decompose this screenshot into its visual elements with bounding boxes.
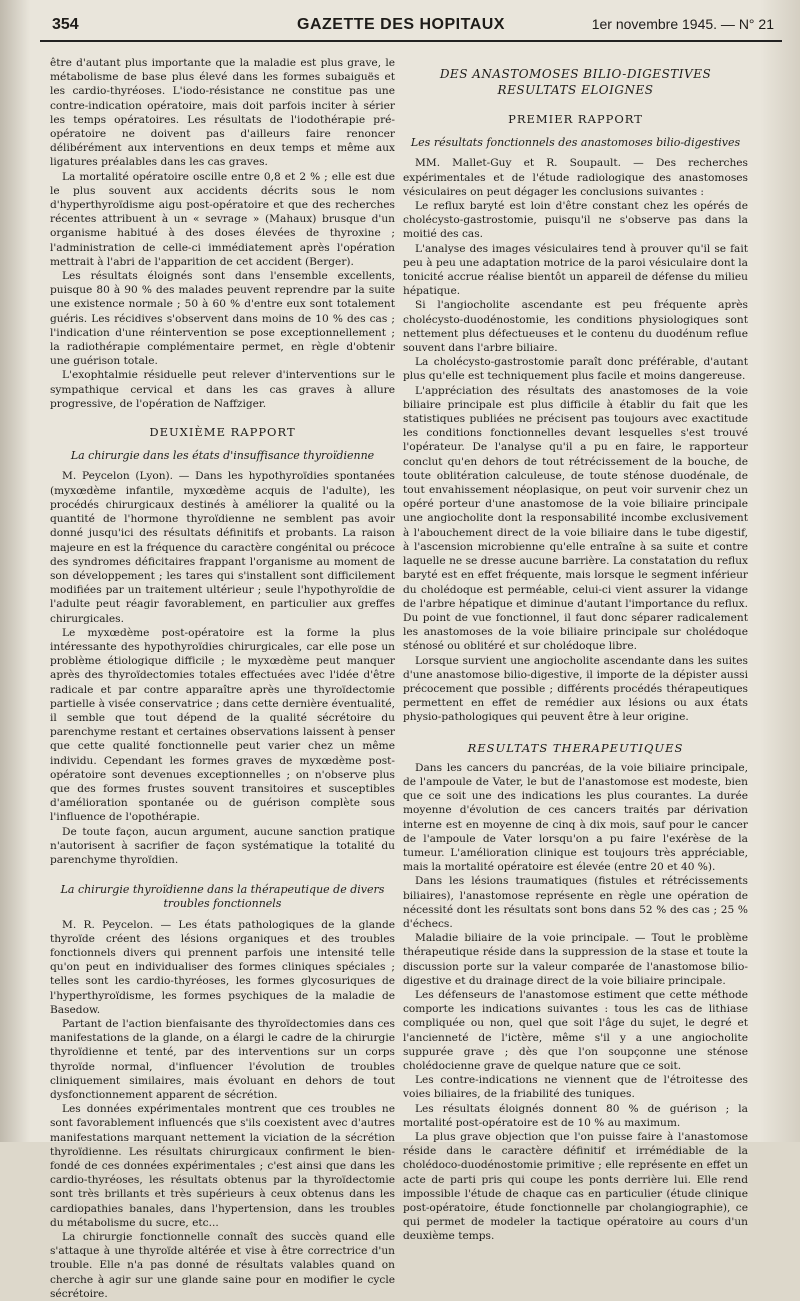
page-header xyxy=(20,16,782,40)
journal-title: GAZETTE DES HOPITAUX xyxy=(297,16,505,33)
paragraph: Partant de l'action bienfaisante des thyroïdectomies dans ces manifestations de la glande, on a élargi le cadre de la chirurgie thyroïdienne et tenté, par des interventions sur un corps thyroïde normal, d'influencer l'évolution de troubles cliniquement similaires, mais évoluant en dehors de tout dysfonctionnement apparent de sécrétion. xyxy=(50,1018,395,1102)
paragraph: L'exophtalmie résiduelle peut relever d'interventions sur le sympathique cervical et dans les cas graves à allure progressive, de l'opération de Naffziger. xyxy=(50,369,395,410)
paragraph: être d'autant plus importante que la maladie est plus grave, le métabolisme de base plus élevé dans les formes subaiguës et les cardio-thyréoses. L'iodo-résistance ne constitue pas une contre-indication opératoire, mais doit parfois inciter à sérier les temps opératoires. Les résultats de l'iodothérapie pré-opératoire ne doivent pas d'ailleurs faire renoncer délibérément aux interventions en deux temps et même aux ligatures préalables dans les cas graves. xyxy=(50,57,395,169)
section-subheading: Les résultats fonctionnels des anastomoses bilio-digestives xyxy=(410,136,741,150)
paragraph: Les résultats éloignés sont dans l'ensemble excellents, puisque 80 à 90 % des malades peuvent reprendre par la suite une existence normale ; 50 à 60 % d'entre eux sont totalement guéris. Les récidives s'observent dans moins de 10 % des cas ; l'indication d'une réintervention se pose exceptionnellement ; la radiothérapie complémentaire permet, en règle d'obtenir une guérison totale. xyxy=(50,270,395,368)
paragraph: De toute façon, aucun argument, aucune sanction pratique n'autorisent à sacrifier de façon systématique la totalité du parenchyme thyroïdien. xyxy=(50,825,395,866)
section-subheading: La chirurgie dans les états d'insuffisance thyroïdienne xyxy=(70,449,375,463)
paragraph: La plus grave objection que l'on puisse faire à l'anastomose réside dans le caractère définitif et irrémédiable de la cholédoco-duodénostomie primitive ; elle représente en effet un acte de parti pris qui coupe les ponts derrière lui. Elle rend impossible l'étude de chaque cas en particulier (étude clinique post-opératoire, étude fonctionnelle par cholangiographie), ce qui permet de modeler la tactique opératoire au cours d'un deuxième temps. xyxy=(403,1131,748,1243)
paragraph: Maladie biliaire de la voie principale. — Tout le problème thérapeutique réside dans la suppression de la stase et toute la discussion porte sur la valeur comparée de l'anastomose bilio-digestive et du drainage direct de la voie biliaire principale. xyxy=(403,932,748,987)
paragraph: Dans les cancers du pancréas, de la voie biliaire principale, de l'ampoule de Vater, le but de l'anastomose est modeste, bien que ce soit une des indications les plus courantes. La durée moyenne d'évolution de ces cancers traités par dérivation interne est en moyenne de cinq à dix mois, sauf pour le cancer de l'ampoule de Vater lorsqu'on a pu faire l'exérèse de la tumeur. L'amélioration clinique est toujours très appréciable, mais la mortalité opératoire est élevée (entre 20 et 40 %). xyxy=(403,761,748,874)
section-heading: DEUXIÈME RAPPORT xyxy=(149,425,296,440)
paragraph: MM. Mallet-Guy et R. Soupault. — Des recherches expérimentales et de l'étude radiologique des anastomoses vésiculaires on peut dégager les conclusions suivantes : xyxy=(403,157,748,198)
paragraph: M. Peycelon (Lyon). — Dans les hypothyroïdies spontanées (myxœdème infantile, myxœdème acquis de l'adulte), les procédés chirurgicaux destinés à améliorer la qualité ou la quantité de l'hormone thyroïdienne ne semblent pas avoir donné jusqu'ici des résultats définitifs et probants. La raison majeure en est la fréquence du caractère congénital ou précoce des syndromes déficitaires frappant l'organisme au moment de son développement ; les tares qui s'installent sont difficilement modifiées par un traitement ultérieur ; seule l'hypothyroïdie de l'adulte peut réagir favorablement, en particulier aux greffes chirurgicales. xyxy=(50,470,395,625)
paragraph: Le reflux baryté est loin d'être constant chez les opérés de cholécysto-gastrostomie, puisqu'il ne s'observe pas dans la moitié des cas. xyxy=(403,200,748,241)
paragraph: Les défenseurs de l'anastomose estiment que cette méthode comporte les indications suivantes : tous les cas de lithiase compliquée ou non, quel que soit l'âge du sujet, le degré et l'ancienneté de l'ictère, même s'il y a une angiocholite suppurée grave ; dès que l'on soupçonne une sténose cholédocienne grave de quelque nature que ce soit. xyxy=(403,988,748,1072)
paragraph: M. R. Peycelon. — Les états pathologiques de la glande thyroïde créent des lésions organiques et des troubles fonctionnels divers qui prennent parfois une intensité telle qu'on peut en individualiser des formes cliniques spéciales ; telles sont les cardio-thyréoses, les formes glycosuriques de l'hyperthyroïdisme, les formes psychiques de la maladie de Basedow. xyxy=(50,918,395,1016)
header-rule xyxy=(40,40,782,42)
page-number: 354 xyxy=(52,16,79,33)
section-heading: RESULTATS THERAPEUTIQUES xyxy=(467,740,684,755)
paragraph: La mortalité opératoire oscille entre 0,8 et 2 % ; elle est due le plus souvent aux accidents décrits sous le nom d'hyperthyroïdisme aigu post-opératoire et que des recherches récentes attribuent à un « sevrage » (Mahaux) brusque d'un organisme habitué à des doses élevées de thyroxine ; l'administration de celle-ci immédiatement après l'opération mettrait à l'abri de l'apparition de cet accident (Berger). xyxy=(50,170,395,268)
paragraph: Lorsque survient une angiocholite ascendante dans les suites d'une anastomose bilio-digestive, il importe de la dépister aussi précocement que possible ; différents procédés thérapeutiques permettent en effet de remédier aux lésions ou aux états physio-pathologiques qui peuvent être à leur origine. xyxy=(403,654,748,724)
paragraph: Les données expérimentales montrent que ces troubles ne sont favorablement influencés que s'ils coexistent avec d'autres manifestations marquant nettement la viciation de la sécrétion thyroïdienne. Les résultats chirurgicaux confirment le bien-fondé de ces données expérimentales ; c'est ainsi que dans les cardio-thyréoses, les résultats obtenus par la thyroïdectomie sont très brillants et très supérieurs à ceux obtenus dans les cardiopathies banales, dans l'hypertension, dans les troubles du métabolisme du sucre, etc... xyxy=(50,1103,395,1229)
paragraph: Les contre-indications ne viennent que de l'étroitesse des voies biliaires, de la friabilité des tuniques. xyxy=(403,1074,748,1101)
issue-date: 1er novembre 1945. — N° 21 xyxy=(591,16,774,32)
right-column xyxy=(403,56,748,1244)
section-heading: PREMIER RAPPORT xyxy=(508,112,643,126)
paragraph: La chirurgie fonctionnelle connaît des succès quand elle s'attaque à une thyroïde altérée et vise à être correctrice d'un trouble. Elle n'a pas donné de résultats valables quand on cherche à agir sur une glande saine pour en modifier le cycle sécrétoire. xyxy=(50,1231,395,1300)
left-column xyxy=(50,56,395,1301)
paragraph: L'appréciation des résultats des anastomoses de la voie biliaire principale est plus difficile à établir du fait que les statistiques publiées ne précisent pas toujours avec exactitude les conditions fonctionnelles devant lesquelles s'est trouvé l'opérateur. De l'analyse qu'il a pu en faire, le rapporteur conclut qu'en dehors de tout rétrécissement de la bouche, de toute oblitération calculeuse, de toute sténose duodénale, de tout envahissement néoplasique, on peut voir survenir chez un opéré porteur d'une anastomose de la voie biliaire principale une angiocholite dont la responsabilité incombe exclusivement à l'abouchement direct de la voie biliaire dans le tube digestif, à l'ascension microbienne qu'elle entraîne à sa suite et contre laquelle ne se dresse aucune barrière. La constatation du reflux baryté est en effet fréquente, mais lorsque le segment inférieur du cholédoque est perméable, celui-ci vient assurer la vidange de l'arbre hépatique et diminue d'autant l'importance du reflux. Du point de vue fonctionnel, il faut donc séparer radicalement les anastomoses de la voie biliaire principale sur cholédoque sténosé ou oblitéré et sur cholédoque libre. xyxy=(403,384,748,653)
paragraph: Si l'angiocholite ascendante est peu fréquente après cholécysto-duodénostomie, les conditions physiologiques sont nettement plus défectueuses et le contenu du duodénum reflue souvent dans l'arbre biliaire. xyxy=(403,299,748,355)
paragraph: Le myxœdème post-opératoire est la forme la plus intéressante des hypothyroïdies chirurgicales, car elle pose un problème étiologique difficile ; le myxœdème peut manquer après des thyroïdectomies totales effectuées avec l'idée d'être radicale et par contre apparaître après une thyroïdectomie partielle à visée conservatrice ; dans cette dernière éventualité, il semble que tout dépend de la qualité sécrétoire du parenchyme restant et certaines observations laissent à penser que cette qualité fonctionnelle peut varier chez un même individu. Cependant les formes graves de myxœdème post-opératoire sont devenues exceptionnelles ; on n'observe plus que des formes frustes souvent transitoires et susceptibles d'amélioration spontanée ou de guérison complète sous l'influence de l'opothérapie. xyxy=(50,626,395,824)
paragraph: Les résultats éloignés donnent 80 % de guérison ; la mortalité post-opératoire est de 10 % au maximum. xyxy=(403,1102,748,1129)
paragraph: L'analyse des images vésiculaires tend à prouver qu'il se fait peu à peu une adaptation motrice de la paroi vésiculaire dont la tonicité accrue réalise bientôt un appareil de défense du milieu hépatique. xyxy=(403,242,748,298)
section-subheading: La chirurgie thyroïdienne dans la thérapeutique de divers troubles fonctionnels xyxy=(60,883,385,911)
article-title: DES ANASTOMOSES BILIO-DIGESTIVES RESULTATS ELOIGNES xyxy=(439,67,712,97)
paragraph: La cholécysto-gastrostomie paraît donc préférable, d'autant plus qu'elle est techniquement plus facile et moins dangereuse. xyxy=(403,356,748,383)
paragraph: Dans les lésions traumatiques (fistules et rétrécissements biliaires), l'anastomose représente en règle une opération de nécessité dont les résultats sont bons dans 52 % des cas ; 25 % d'échecs. xyxy=(403,875,748,930)
